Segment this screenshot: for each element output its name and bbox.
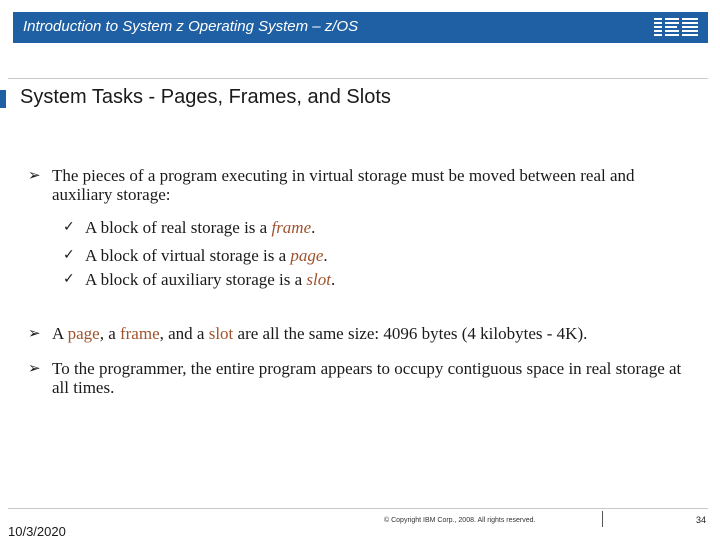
bullet-text: A bbox=[52, 324, 68, 343]
term-page: page bbox=[290, 246, 324, 265]
checkmark-icon: ✓ bbox=[63, 271, 75, 287]
term-slot: slot bbox=[208, 324, 234, 343]
bullet-text: are all the same size: 4096 bytes (4 kilobytes - 4K). bbox=[233, 324, 588, 343]
header-bar bbox=[13, 12, 708, 43]
sub-text: A block of virtual storage is a bbox=[85, 246, 291, 265]
arrow-bullet-icon: ➢ bbox=[28, 166, 41, 184]
page-number: 34 bbox=[696, 515, 707, 525]
ibm-logo bbox=[654, 18, 698, 36]
bullet-item-1 bbox=[28, 166, 688, 204]
bullet-text: , and a bbox=[159, 324, 209, 343]
arrow-bullet-icon: ➢ bbox=[28, 359, 41, 377]
sub-bullet-2 bbox=[63, 246, 683, 265]
term-frame: frame bbox=[271, 218, 312, 237]
sub-text: A block of real storage is a bbox=[85, 218, 272, 237]
footer-separator bbox=[602, 511, 603, 527]
bullet-text: The pieces of a program executing in virtual storage must be moved between real and auxiliary storage: bbox=[52, 166, 635, 204]
footer-copyright: © Copyright IBM Corp., 2008. All rights reserved. bbox=[384, 517, 536, 524]
sub-text: A block of auxiliary storage is a bbox=[85, 270, 307, 289]
header-title: Introduction to System z Operating System – z/OS bbox=[23, 18, 359, 35]
bullet-item-3 bbox=[28, 359, 688, 397]
term-page: page bbox=[67, 324, 100, 343]
title-divider bbox=[8, 78, 708, 79]
footer-divider bbox=[8, 508, 708, 509]
term-frame: frame bbox=[119, 324, 160, 343]
term-slot: slot bbox=[306, 270, 331, 289]
sub-bullet-1 bbox=[63, 218, 683, 237]
bullet-text: To the programmer, the entire program appears to occupy contiguous space in real storage at all times. bbox=[52, 359, 682, 397]
sub-bullet-3 bbox=[63, 270, 683, 289]
footer-date: 10/3/2020 bbox=[8, 524, 66, 539]
arrow-bullet-icon: ➢ bbox=[28, 324, 41, 342]
bullet-text: , a bbox=[99, 324, 120, 343]
sub-text-end: . bbox=[323, 246, 328, 265]
bullet-item-2 bbox=[28, 324, 688, 343]
title-marker bbox=[0, 90, 6, 108]
checkmark-icon: ✓ bbox=[63, 219, 75, 235]
sub-text-end: . bbox=[311, 218, 316, 237]
sub-text-end: . bbox=[330, 270, 336, 289]
checkmark-icon: ✓ bbox=[63, 247, 75, 263]
slide-title: System Tasks - Pages, Frames, and Slots bbox=[20, 86, 391, 108]
